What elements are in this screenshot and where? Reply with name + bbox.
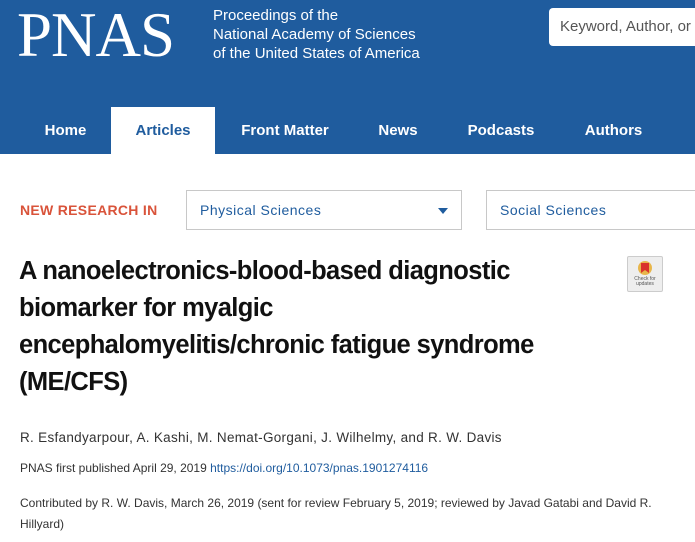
chevron-down-icon [438, 208, 448, 214]
contribution-line: Hillyard) [20, 517, 65, 531]
contribution-note [20, 493, 680, 535]
social-sciences-select[interactable] [486, 190, 695, 230]
nav-podcasts[interactable]: Podcasts [467, 122, 535, 139]
select-value: Physical Sciences [200, 202, 322, 218]
publication-info [20, 461, 428, 475]
nav-articles[interactable]: Articles [111, 107, 215, 154]
title-line: (ME/CFS) [19, 368, 128, 396]
article-title [19, 253, 619, 401]
title-line: A nanoelectronics-blood-based diagnostic [19, 257, 510, 285]
check-for-updates-badge[interactable] [627, 256, 663, 292]
nav-home[interactable]: Home [44, 122, 87, 139]
physical-sciences-select[interactable] [186, 190, 462, 230]
contribution-line: Contributed by R. W. Davis, March 26, 2019 (sent for review February 5, 2019; reviewed by Javad Gatabi and David R. [20, 496, 652, 510]
main-nav [0, 107, 695, 154]
new-research-label: NEW RESEARCH IN [20, 202, 158, 218]
select-value: Social Sciences [500, 202, 607, 218]
journal-full-name [213, 6, 420, 63]
check-for-updates-text: Check for updates [634, 276, 656, 287]
published-date: PNAS first published April 29, 2019 [20, 461, 207, 475]
journal-name-line: National Academy of Sciences [213, 26, 416, 43]
nav-authors[interactable]: Authors [584, 122, 643, 139]
search-input[interactable] [549, 8, 695, 46]
journal-name-line: Proceedings of the [213, 7, 339, 24]
title-line: biomarker for myalgic [19, 294, 273, 322]
author-list[interactable]: R. Esfandyarpour, A. Kashi, M. Nemat-Gorgani, J. Wilhelmy, and R. W. Davis [20, 430, 502, 445]
journal-name-line: of the United States of America [213, 45, 420, 62]
title-line: encephalomyelitis/chronic fatigue syndrome [19, 331, 534, 359]
nav-news[interactable]: News [378, 122, 418, 139]
pnas-logo[interactable]: PNAS [17, 0, 175, 70]
doi-link[interactable]: https://doi.org/10.1073/pnas.1901274116 [210, 461, 429, 475]
nav-front-matter[interactable]: Front Matter [241, 122, 329, 139]
site-header [0, 0, 695, 154]
